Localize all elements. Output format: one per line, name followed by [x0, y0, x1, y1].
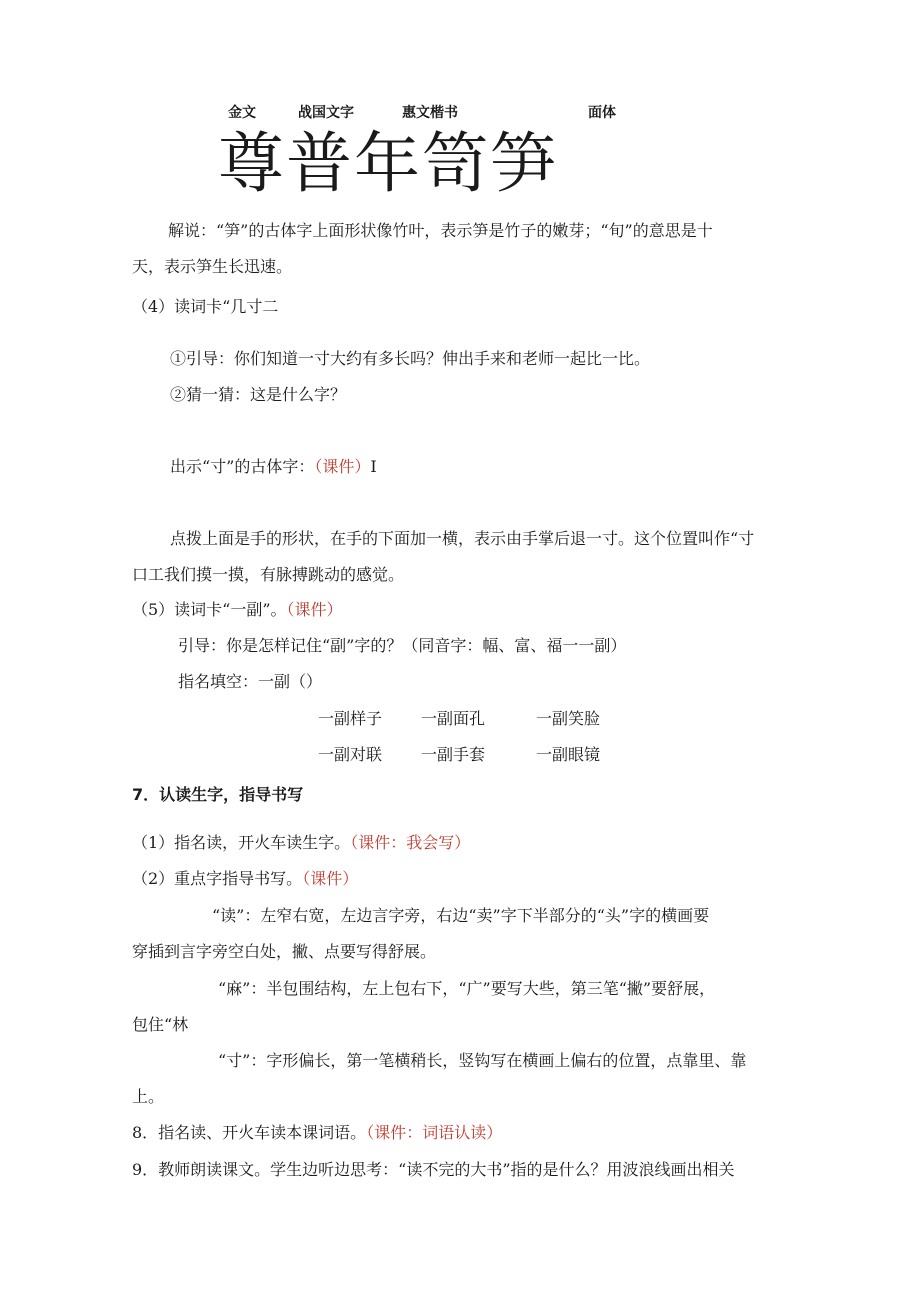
item-1-text: （1）指名读，开火车读生字。 [132, 833, 351, 852]
script-label-jinwen: 金文 [228, 105, 256, 121]
word-item: 一副样子 [318, 709, 383, 728]
script-label-zhanguo: 战国文字 [298, 105, 354, 121]
section-5-title-text: （5）读词卡“一副”。 [132, 600, 287, 619]
section-9: 9．教师朗读课文。学生边听边思考：“读不完的大书”指的是什么？用波浪线画出相关 [132, 1160, 735, 1179]
show-suffix: I [370, 457, 377, 476]
section-7-item-1 [132, 830, 470, 853]
script-label-kaishu: 惠文楷书 [402, 105, 458, 121]
section-7-item-2 [132, 866, 358, 889]
section-4-title: （4）读词卡“几寸二 [132, 297, 279, 316]
courseware-tag: （课件：我会写） [350, 833, 471, 852]
section-7-heading: 7．认读生字，指导书写 [132, 785, 304, 804]
item-2-text: （2）重点字指导书写。 [132, 869, 303, 888]
section-4-show [170, 454, 377, 477]
courseware-tag: （课件） [286, 600, 343, 619]
du-guide-line-2: 穿插到言字旁空白处，撇、点要写得舒展。 [132, 942, 437, 961]
word-item: 一副手套 [421, 745, 486, 764]
word-item: 一副笑脸 [536, 709, 601, 728]
courseware-tag: （课件） [302, 869, 359, 888]
explanation-line-1: 解说：“笋”的古体字上面形状像竹叶，表示笋是竹子的嫩芽；“旬”的意思是十 [168, 221, 713, 240]
section-5-guide: 引导：你是怎样记住“副”字的？（同音字：幅、富、福一一副） [178, 636, 627, 655]
word-item: 一副对联 [318, 745, 383, 764]
explanation-line-2: 天，表示笋生长迅速。 [132, 257, 293, 276]
ma-guide-line-2: 包住“林 [132, 1015, 189, 1034]
section-4-guide: ①引导：你们知道一寸大约有多长吗？伸出手来和老师一起比一比。 [170, 349, 651, 368]
ancient-characters: 尊普年笥笋 [218, 125, 558, 202]
section-5-title [132, 597, 343, 620]
du-guide-line-1: “读”：左窄右宽，左边言字旁，右边“卖”字下半部分的“头”字的横画要 [212, 906, 710, 925]
show-prefix: 出示“寸”的古体字： [170, 457, 315, 476]
cun-guide-line-2: 上。 [132, 1087, 165, 1106]
section-4-guess: ②猜一猜：这是什么字？ [170, 385, 347, 404]
script-label-mianti: 面体 [588, 105, 616, 121]
word-item: 一副眼镜 [536, 745, 601, 764]
ma-guide-line-1: “麻”：半包围结构，左上包右下，“广”要写大些，第三笔“撇”要舒展， [218, 979, 716, 998]
section-4-point-line-1: 点拨上面是手的形状，在手的下面加一横，表示由手掌后退一寸。这个位置叫作“寸 [170, 529, 755, 548]
section-4-point-line-2: 口工我们摸一摸，有脉搏跳动的感觉。 [132, 565, 405, 584]
section-8 [132, 1120, 502, 1143]
word-item: 一副面孔 [421, 709, 486, 728]
courseware-tag: （课件） [314, 457, 371, 476]
cun-guide-line-1: “寸”：字形偏长，第一笔横稍长，竖钩写在横画上偏右的位置，点靠里、靠 [218, 1051, 747, 1070]
section-5-fill: 指名填空：一副（） [178, 672, 323, 691]
section-8-text: 8．指名读、开火车读本课词语。 [132, 1123, 367, 1142]
courseware-tag: （课件：词语认读） [366, 1123, 503, 1142]
